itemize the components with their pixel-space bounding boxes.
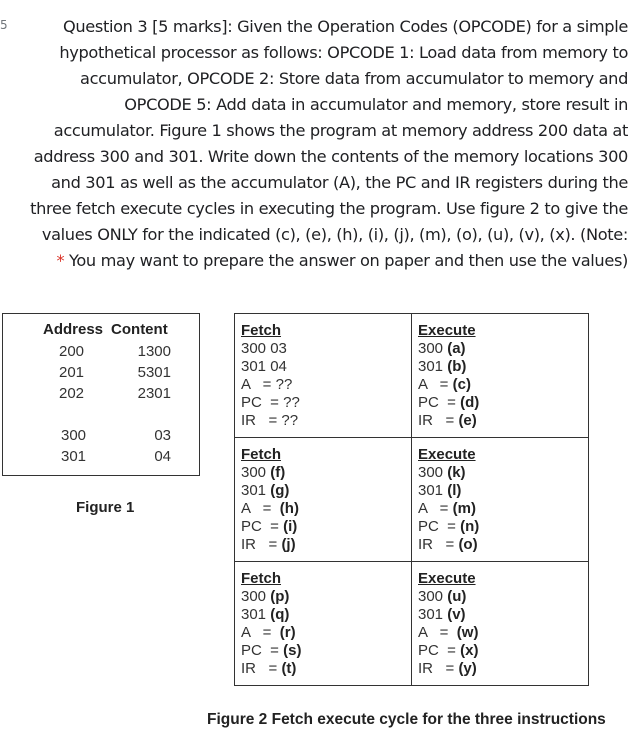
accumulator: A = (h)	[241, 500, 299, 517]
mem-301: 301 04	[241, 358, 287, 375]
address-cell: 300	[61, 427, 87, 444]
fetch-cell	[235, 438, 412, 562]
figure-1-header	[43, 321, 176, 338]
program-counter: PC = (i)	[241, 518, 298, 535]
question-line-last	[14, 248, 628, 274]
content-cell: 1300	[137, 343, 171, 360]
cycle-row	[235, 438, 589, 562]
accumulator: A = (m)	[418, 500, 476, 517]
accumulator: A = ??	[241, 376, 293, 393]
address-header: Address	[43, 321, 104, 338]
address-cell: 201	[59, 364, 85, 381]
mem-301: 301 (g)	[241, 482, 290, 499]
fetch-title: Fetch	[241, 570, 282, 587]
execute-title: Execute	[418, 322, 476, 339]
mem-301: 301 (b)	[418, 358, 467, 375]
mem-300: 300 (a)	[418, 340, 466, 357]
fetch-cell	[235, 314, 412, 438]
address-cell: 301	[61, 448, 87, 465]
required-asterisk: *	[56, 251, 65, 270]
question-line: three fetch execute cycles in executing the program. Use figure 2 to give the	[30, 199, 628, 218]
program-counter: PC = (x)	[418, 642, 479, 659]
content-cell: 04	[154, 448, 171, 465]
execute-cell	[412, 562, 589, 686]
accumulator: A = (w)	[418, 624, 479, 641]
question-line: and 301 as well as the accumulator (A), the PC and IR registers during the	[51, 173, 628, 192]
program-counter: PC = (s)	[241, 642, 302, 659]
address-cell: 202	[59, 385, 85, 402]
question-line: OPCODE 5: Add data in accumulator and memory, store result in	[124, 95, 628, 114]
fetch-title: Fetch	[241, 322, 282, 339]
execute-cell	[412, 438, 589, 562]
instruction-register: IR = (j)	[241, 536, 296, 553]
instruction-register: IR = (e)	[418, 412, 477, 429]
mem-301: 301 (v)	[418, 606, 466, 623]
program-counter: PC = (n)	[418, 518, 480, 535]
execute-title: Execute	[418, 570, 476, 587]
mem-301: 301 (q)	[241, 606, 290, 623]
content-cell: 03	[154, 427, 171, 444]
question-line: accumulator. Figure 1 shows the program at memory address 200 data at	[53, 121, 628, 140]
question-number-marker: 5	[0, 18, 8, 32]
figure-2-fetch-execute-table	[234, 313, 589, 686]
figure-1-caption: Figure 1	[76, 499, 135, 516]
mem-300: 300 (u)	[418, 588, 467, 605]
question-line: accumulator, OPCODE 2: Store data from accumulator to memory and	[80, 69, 628, 88]
question-line: Question 3 [5 marks]: Given the Operation Codes (OPCODE) for a simple	[62, 17, 628, 36]
accumulator: A = (c)	[418, 376, 471, 393]
program-counter: PC = ??	[241, 394, 300, 411]
content-cell: 2301	[137, 385, 171, 402]
content-cell: 5301	[137, 364, 171, 381]
question-text	[14, 14, 628, 274]
execute-cell	[412, 314, 589, 438]
question-line: hypothetical processor as follows: OPCODE 1: Load data from memory to	[59, 43, 628, 62]
figure-1-memory-table	[2, 313, 200, 476]
question-note: You may want to prepare the answer on paper and then use the values)	[64, 251, 628, 270]
content-header: Content	[111, 321, 168, 338]
question-line: address 300 and 301. Write down the contents of the memory locations 300	[33, 147, 628, 166]
accumulator: A = (r)	[241, 624, 296, 641]
program-counter: PC = (d)	[418, 394, 480, 411]
mem-300: 300 (f)	[241, 464, 286, 481]
mem-301: 301 (l)	[418, 482, 462, 499]
address-cell: 200	[59, 343, 85, 360]
figure-2-caption: Figure 2 Fetch execute cycle for the three instructions	[207, 711, 606, 728]
cycle-row	[235, 314, 589, 438]
instruction-register: IR = ??	[241, 412, 299, 429]
mem-300: 300 03	[241, 340, 287, 357]
mem-300: 300 (k)	[418, 464, 466, 481]
fetch-cell	[235, 562, 412, 686]
mem-300: 300 (p)	[241, 588, 290, 605]
instruction-register: IR = (t)	[241, 660, 297, 677]
execute-title: Execute	[418, 446, 476, 463]
instruction-register: IR = (o)	[418, 536, 478, 553]
cycle-row	[235, 562, 589, 686]
instruction-register: IR = (y)	[418, 660, 477, 677]
fetch-title: Fetch	[241, 446, 282, 463]
question-line: values ONLY for the indicated (c), (e), (h), (i), (j), (m), (o), (u), (v), (x). (Note:	[41, 225, 628, 244]
